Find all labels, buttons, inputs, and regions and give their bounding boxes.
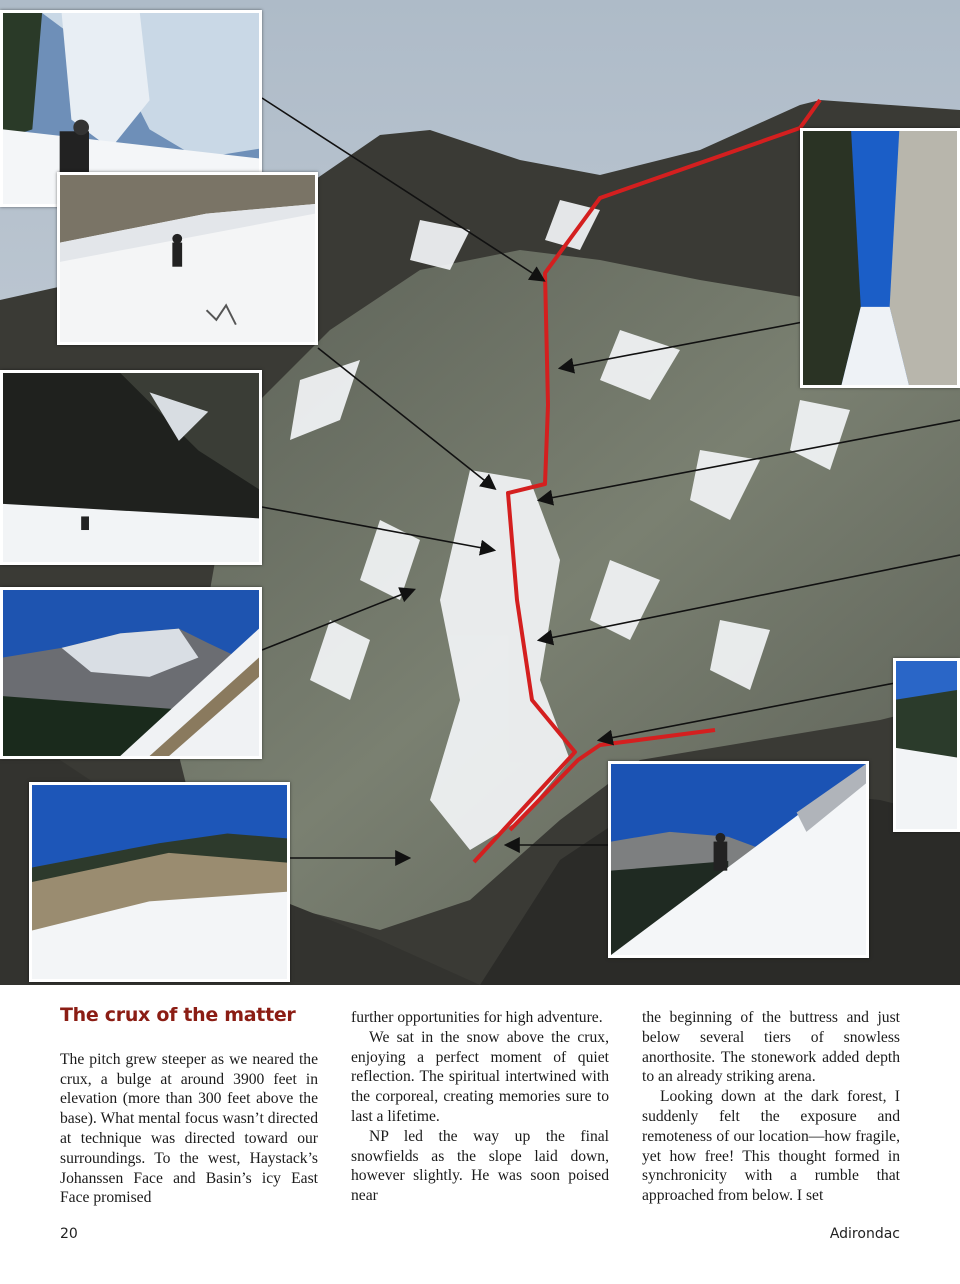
paragraph: further opportunities for high adventure. [351,1009,603,1026]
inset-photo-snowfield-climber [57,172,318,345]
section-heading: The crux of the matter [60,1004,296,1026]
inset-photo-skier [608,761,869,958]
running-title: Adirondac [829,1226,900,1242]
page-number: 20 [60,1226,78,1242]
inset-photo-summit-view [0,587,262,759]
paragraph: NP led the way up the final snowfields as the slope laid down, however slightly. He was soon poised near [351,1127,609,1205]
text-column-2 [351,1008,609,1206]
paragraph: Looking down at the dark forest, I suddenly felt the exposure and remoteness of our location—how fragile, yet how free! This thought formed in synchronicity with a rumble that approached from below. I set [642,1088,900,1205]
paragraph: We sat in the snow above the crux, enjoying a perfect moment of quiet reflection. The spiritual intertwined with the corporeal, creating memories sure to last a lifetime. [351,1028,609,1125]
text-column-1 [60,1004,318,1208]
paragraph: The pitch grew steeper as we neared the crux, a bulge at around 3900 feet in elevation (more than 300 feet above the base). What mental focus wasn’t directed at technique was directed toward our surroundings. To the west, Haystack’s Johanssen Face and Basin’s icy East Face promised [60,1050,318,1207]
inset-photo-dark-valley [0,370,262,565]
inset-photo-slab [29,782,290,982]
text-column-3 [642,1008,900,1206]
inset-photo-right-edge [893,658,960,832]
inset-photo-gully [800,128,960,388]
paragraph: the beginning of the buttress and just below several tiers of snowless anorthosite. The stonework added depth to an already striking arena. [642,1009,900,1086]
